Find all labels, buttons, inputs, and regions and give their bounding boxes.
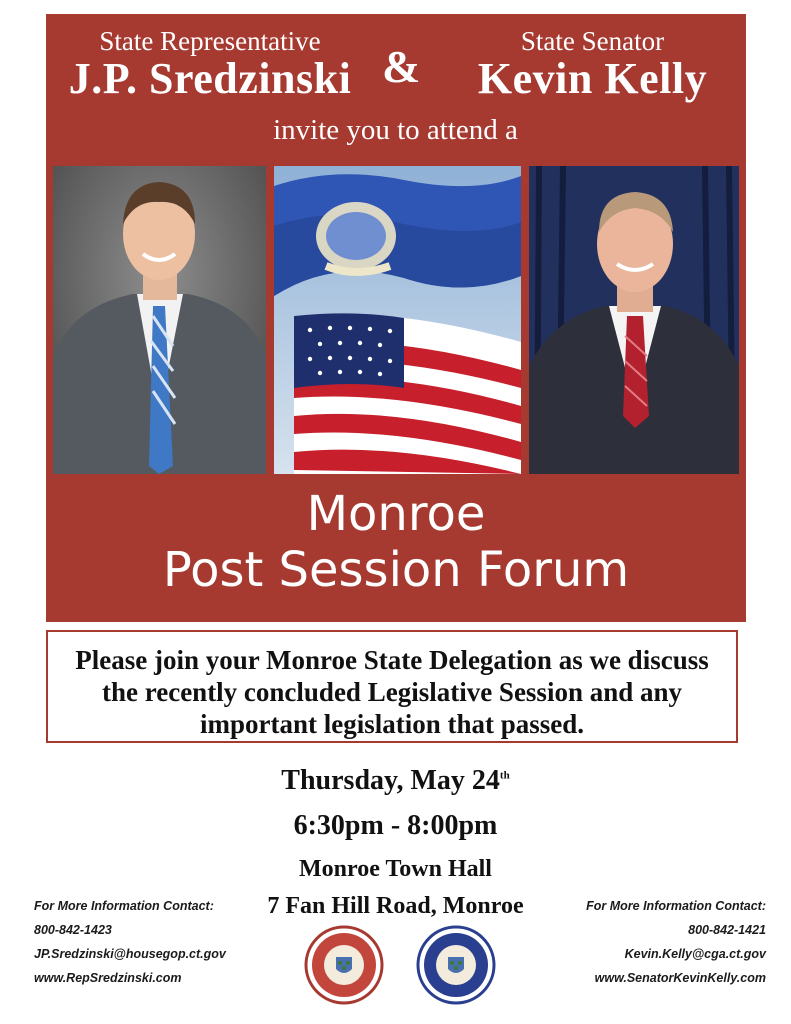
event-date-text: Thursday, May 24 bbox=[281, 765, 500, 796]
left-host-role: State Representative bbox=[99, 26, 321, 56]
senate-republicans-seal-icon bbox=[416, 925, 496, 1005]
right-host-name: Kevin Kelly bbox=[477, 54, 708, 103]
right-host-role: State Senator bbox=[520, 26, 665, 56]
contact-left-heading: For More Information Contact: bbox=[34, 899, 214, 913]
flags-photo bbox=[274, 166, 521, 474]
senator-photo bbox=[529, 166, 739, 474]
contact-right-heading: For More Information Contact: bbox=[586, 899, 766, 913]
contact-left bbox=[34, 894, 226, 990]
left-host-name: J.P. Sredzinski bbox=[68, 54, 352, 103]
contact-left-email[interactable]: JP.Sredzinski@housegop.ct.gov bbox=[34, 947, 226, 961]
invite-line: invite you to attend a bbox=[273, 114, 518, 146]
contact-right bbox=[520, 894, 766, 990]
contact-left-phone[interactable]: 800-842-1423 bbox=[34, 923, 112, 937]
event-date-suffix: th bbox=[499, 769, 510, 782]
house-republicans-seal-icon bbox=[304, 925, 384, 1005]
description-text: Please join your Monroe State Delegation as we discuss the recently concluded Legislative Session and any important legislation that passed. bbox=[75, 645, 709, 739]
event-title-line2: Post Session Forum bbox=[162, 542, 630, 598]
event-address: 7 Fan Hill Road, Monroe bbox=[267, 893, 524, 919]
right-host-block bbox=[455, 26, 730, 102]
description-box bbox=[46, 630, 738, 743]
ampersand: & bbox=[382, 41, 421, 92]
representative-photo bbox=[53, 166, 266, 474]
event-venue: Monroe Town Hall bbox=[299, 856, 492, 882]
event-title-banner bbox=[46, 476, 746, 622]
contact-left-website[interactable]: www.RepSredzinski.com bbox=[34, 971, 182, 985]
contact-right-website[interactable]: www.SenatorKevinKelly.com bbox=[594, 971, 766, 985]
event-title-line1: Monroe bbox=[306, 486, 486, 542]
left-host-block bbox=[60, 26, 360, 102]
event-date bbox=[0, 765, 791, 797]
contact-right-phone[interactable]: 800-842-1421 bbox=[688, 923, 766, 937]
event-time: 6:30pm - 8:00pm bbox=[293, 810, 498, 841]
contact-right-email[interactable]: Kevin.Kelly@cga.ct.gov bbox=[624, 947, 766, 961]
